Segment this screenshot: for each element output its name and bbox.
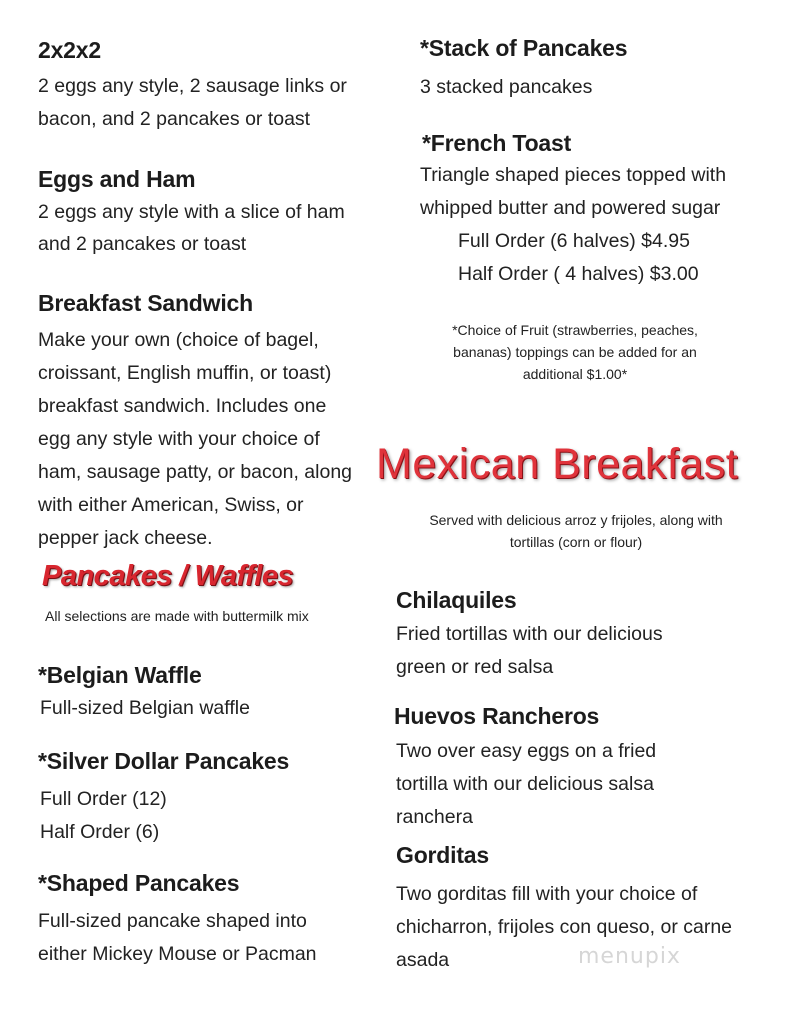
french-toast-price-full: Full Order (6 halves) $4.95 <box>458 230 690 252</box>
section-subtitle-mexican-line2: tortillas (corn or flour) <box>509 534 643 550</box>
item-title-chilaquiles: Chilaquiles <box>396 587 517 613</box>
french-toast-price-half: Half Order ( 4 halves) $3.00 <box>458 263 699 285</box>
item-title-shaped-pancakes: *Shaped Pancakes <box>38 870 240 896</box>
item-title-huevos-rancheros: Huevos Rancheros <box>394 703 600 729</box>
item-desc-french-toast-line2: whipped butter and powered sugar <box>420 197 721 219</box>
item-desc-eggs-ham-line1: 2 eggs any style with a slice of ham <box>38 201 345 223</box>
section-title-mexican-breakfast: Mexican Breakfast <box>376 440 739 488</box>
item-desc-shaped-line1: Full-sized pancake shaped into <box>38 910 307 932</box>
item-title-eggs-ham: Eggs and Ham <box>38 166 196 192</box>
fruit-note <box>410 319 740 385</box>
item-desc-2x2x2-line1: 2 eggs any style, 2 sausage links or <box>38 75 347 97</box>
section-subtitle-mexican <box>396 509 756 553</box>
item-desc-huevos-line3: ranchera <box>396 806 473 828</box>
section-subtitle-pancakes: All selections are made with buttermilk mix <box>45 608 309 624</box>
item-desc-gorditas-line1: Two gorditas fill with your choice of <box>396 883 698 905</box>
item-desc-chilaquiles-line1: Fried tortillas with our delicious <box>396 623 663 645</box>
item-desc-gorditas-line2: chicharron, frijoles con queso, or carne <box>396 916 733 938</box>
item-desc-sandwich-line5: ham, sausage patty, or bacon, along <box>38 461 353 483</box>
item-desc-sandwich-line4: egg any style with your choice of <box>38 428 320 450</box>
item-title-breakfast-sandwich: Breakfast Sandwich <box>38 290 253 316</box>
item-desc-stack-pancakes: 3 stacked pancakes <box>420 76 593 98</box>
item-title-gorditas: Gorditas <box>396 842 489 868</box>
item-desc-huevos-line1: Two over easy eggs on a fried <box>396 740 657 762</box>
item-desc-sandwich-line7: pepper jack cheese. <box>38 527 213 549</box>
item-title-stack-pancakes: *Stack of Pancakes <box>420 35 628 61</box>
item-title-silver-dollar: *Silver Dollar Pancakes <box>38 748 290 774</box>
item-title-belgian-waffle: *Belgian Waffle <box>38 662 202 688</box>
fruit-note-line1: *Choice of Fruit (strawberries, peaches, <box>452 322 698 338</box>
item-desc-2x2x2-line2: bacon, and 2 pancakes or toast <box>38 108 311 130</box>
item-desc-french-toast-line1: Triangle shaped pieces topped with <box>420 164 727 186</box>
watermark-logo: menupix <box>578 944 681 969</box>
section-subtitle-mexican-line1: Served with delicious arroz y frijoles, along with <box>429 512 723 528</box>
fruit-note-line2: bananas) toppings can be added for an <box>453 344 697 360</box>
item-title-french-toast: *French Toast <box>422 130 572 156</box>
item-desc-belgian-waffle: Full-sized Belgian waffle <box>40 697 250 719</box>
item-desc-sandwich-line2: croissant, English muffin, or toast) <box>38 362 332 384</box>
item-desc-huevos-line2: tortilla with our delicious salsa <box>396 773 654 795</box>
item-desc-sandwich-line6: with either American, Swiss, or <box>38 494 304 516</box>
item-desc-silver-dollar-full: Full Order (12) <box>40 788 167 810</box>
fruit-note-line3: additional $1.00* <box>522 366 628 382</box>
item-title-2x2x2: 2x2x2 <box>38 37 101 63</box>
section-title-pancakes-waffles: Pancakes / Waffles <box>42 560 294 592</box>
item-desc-sandwich-line3: breakfast sandwich. Includes one <box>38 395 327 417</box>
item-desc-chilaquiles-line2: green or red salsa <box>396 656 554 678</box>
item-desc-shaped-line2: either Mickey Mouse or Pacman <box>38 943 317 965</box>
item-desc-sandwich-line1: Make your own (choice of bagel, <box>38 329 319 351</box>
item-desc-silver-dollar-half: Half Order (6) <box>40 821 160 843</box>
item-desc-eggs-ham-line2: and 2 pancakes or toast <box>38 233 247 255</box>
item-desc-gorditas-line3: asada <box>396 949 450 971</box>
